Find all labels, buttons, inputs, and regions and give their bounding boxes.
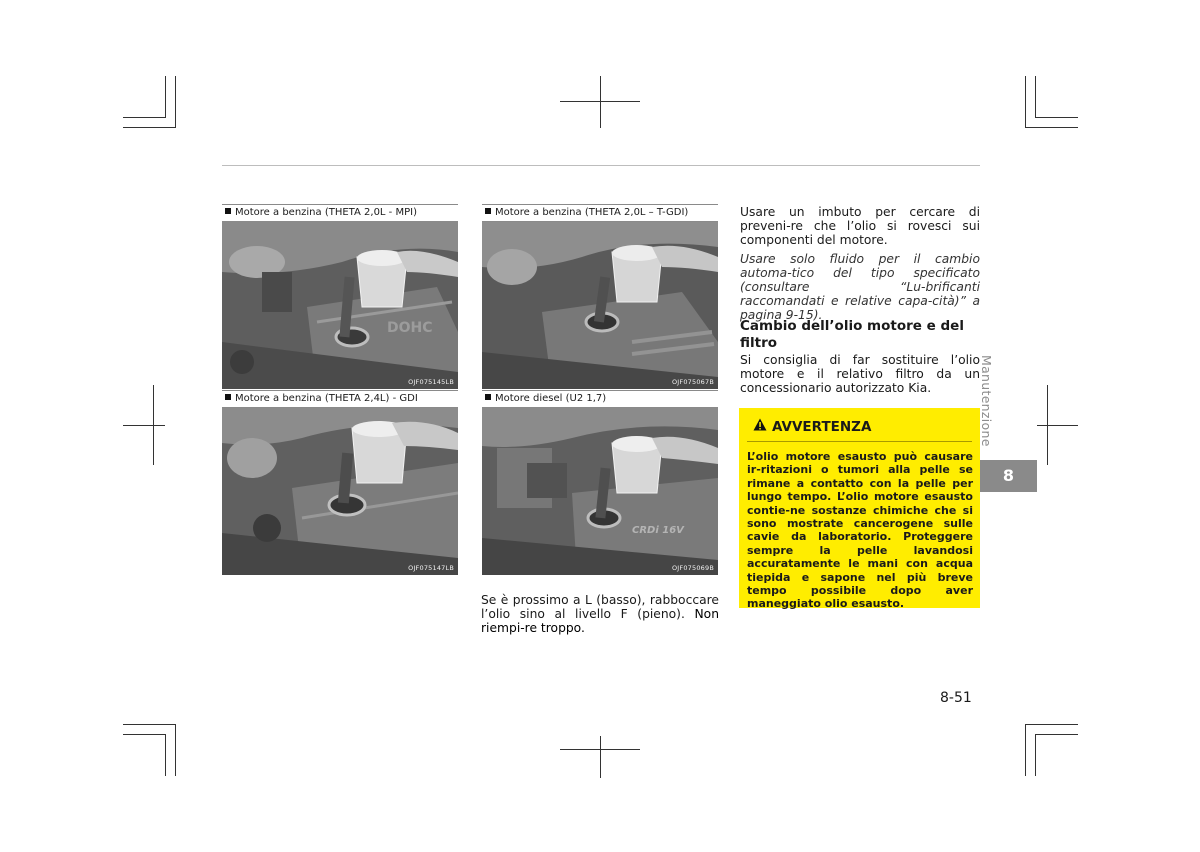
section-side-label-text: Manutenzione (979, 355, 994, 447)
figure-caption (222, 204, 458, 222)
crop-mark (600, 76, 601, 128)
warning-divider (747, 441, 972, 442)
chapter-tab: 8 (980, 460, 1037, 492)
crop-mark (1025, 724, 1078, 725)
crop-mark (175, 76, 176, 128)
crop-mark (123, 724, 176, 725)
figure-engine-theta-20-tgdi (482, 204, 718, 389)
figure-caption (482, 390, 718, 408)
bullet-square-icon (225, 394, 231, 400)
transmission-fluid-note: Usare solo fluido per il cambio automa-tico del tipo specificato (consultare “Lu-brificanti raccomandati e relative capa-cità)” a pagina 9-15). (740, 252, 980, 322)
crop-mark (600, 736, 601, 778)
funnel-instruction: Usare un imbuto per cercare di preveni-re che l’olio si rovesci sui componenti del motore. (740, 205, 980, 247)
crop-mark (1035, 734, 1036, 776)
bullet-square-icon (225, 208, 231, 214)
crop-mark (123, 127, 176, 128)
engine-illustration (482, 222, 718, 389)
warning-title-text: AVVERTENZA (772, 419, 872, 435)
figure-caption (482, 204, 718, 222)
engine-cover-text: DOHC (387, 320, 433, 336)
figure-caption-text: Motore a benzina (THETA 2,0L – T-GDI) (495, 207, 689, 218)
crop-mark (1035, 734, 1078, 735)
refill-instruction-emphasis: Non riempi-re troppo. (481, 607, 719, 635)
image-code: OJF075145LB (408, 378, 454, 386)
image-code: OJF075067B (671, 378, 714, 386)
warning-triangle-icon (753, 418, 767, 435)
figure-caption-text: Motore diesel (U2 1,7) (495, 393, 607, 404)
engine-cover-text: CRDi 16V (632, 525, 684, 536)
figure-engine-theta-24-gdi (222, 390, 458, 575)
section-body: Si consiglia di far sostituire l’olio motore e il relativo filtro da un concessionario autorizzato Kia. (740, 353, 980, 395)
crop-mark (165, 76, 166, 118)
warning-title (753, 418, 871, 435)
engine-photo (222, 222, 458, 389)
refill-instruction-text: Se è prossimo a L (basso), rabboccare l’olio sino al livello F (pieno). (481, 593, 719, 621)
section-side-label (980, 355, 1020, 460)
engine-illustration (222, 222, 458, 389)
crop-mark (560, 749, 640, 750)
crop-mark (1037, 425, 1078, 426)
figure-caption-text: Motore a benzina (THETA 2,4L) - GDI (235, 393, 418, 404)
crop-mark (560, 101, 640, 102)
engine-illustration (222, 408, 458, 575)
crop-mark (165, 734, 166, 776)
bullet-square-icon (485, 208, 491, 214)
header-rule (222, 165, 980, 166)
crop-mark (1035, 76, 1036, 118)
engine-photo (222, 408, 458, 575)
crop-mark (1025, 76, 1026, 128)
bullet-square-icon (485, 394, 491, 400)
crop-mark (123, 117, 166, 118)
page-number: 8-51 (940, 690, 972, 706)
crop-mark (175, 724, 176, 776)
figure-caption-text: Motore a benzina (THETA 2,0L - MPI) (235, 207, 417, 218)
figure-engine-theta-20-mpi (222, 204, 458, 389)
crop-mark (1025, 724, 1026, 776)
crop-mark (1035, 117, 1078, 118)
engine-illustration (482, 408, 718, 575)
image-code: OJF075069B (671, 564, 714, 572)
figure-caption (222, 390, 458, 408)
crop-mark (123, 425, 165, 426)
crop-mark (1025, 127, 1078, 128)
crop-mark (123, 734, 166, 735)
image-code: OJF075147LB (408, 564, 454, 572)
figure-engine-diesel-u2 (482, 390, 718, 575)
section-heading: Cambio dell’olio motore e del filtro (740, 318, 964, 351)
warning-box (739, 408, 980, 611)
engine-photo (482, 222, 718, 389)
warning-body: L’olio motore esausto può causare ir-ritazioni o tumori alla pelle se rimane a contatto con la pelle per lungo tempo. L’olio motore esausto contie-ne sostanze chimiche che si sono mostrate cancerogene sulle cavie da laboratorio. Proteggere sempre la pelle lavandosi accuratamente le mani con acqua tiepida e sapone nel più breve tempo possibile dopo aver maneggiato olio esausto. (747, 450, 973, 611)
engine-photo (482, 408, 718, 575)
refill-instruction (481, 593, 719, 635)
